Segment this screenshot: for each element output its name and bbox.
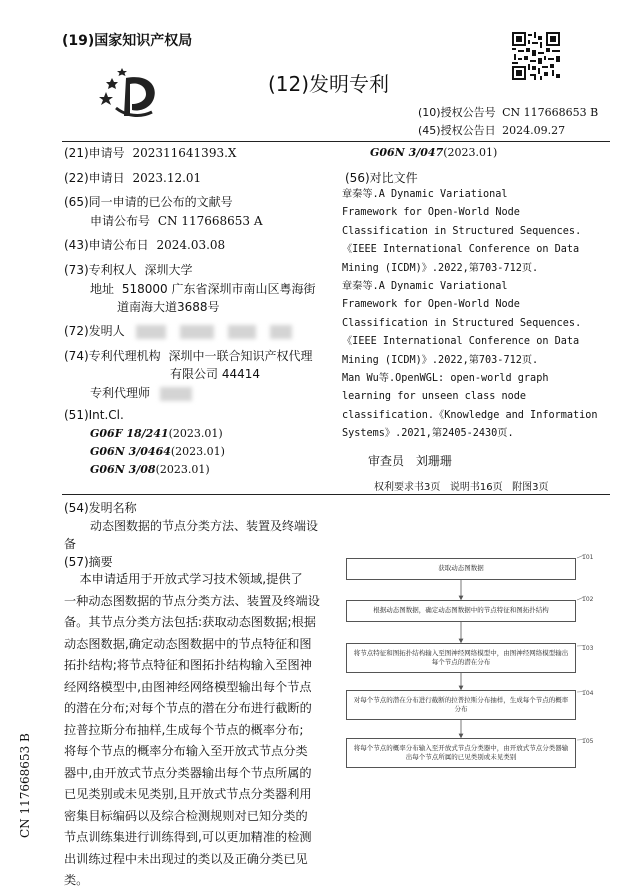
title-label: (54)发明名称 bbox=[64, 501, 137, 515]
grant-number-label: (10)授权公告号 bbox=[418, 106, 496, 119]
redacted-inventor-4 bbox=[270, 325, 292, 339]
publication-number: CN 117668653 A bbox=[157, 214, 263, 228]
abstract-line: 类。 bbox=[64, 873, 89, 887]
redacted-inventor-1 bbox=[136, 325, 166, 339]
invention-title-line-1: 动态图数据的节点分类方法、装置及终端设 bbox=[90, 519, 319, 533]
abstract-line: 节点训练集进行训练得到,可以更加精准的检测 bbox=[64, 830, 312, 844]
abstract-text bbox=[64, 569, 320, 892]
flow-step-number: 101 bbox=[582, 554, 594, 561]
address-line-1: 518000 广东省深圳市南山区粤海街 bbox=[121, 282, 316, 296]
ipc-code: G06N 3/08 bbox=[90, 463, 156, 476]
address-line-2: 道南海大道3688号 bbox=[117, 300, 220, 314]
publication-number-row bbox=[90, 212, 263, 229]
examiner-row bbox=[368, 452, 452, 469]
invention-title-line-2: 备 bbox=[64, 537, 77, 551]
agency-label: (74)专利代理机构 bbox=[64, 349, 161, 363]
grant-number: CN 117668653 B bbox=[502, 106, 599, 119]
patentee-label: (73)专利权人 bbox=[64, 263, 137, 277]
reference-line: Mining (ICDM)》.2022,第703-712页. bbox=[342, 262, 539, 274]
abstract-line: 备。其节点分类方法包括:获取动态图数据;根据 bbox=[64, 615, 316, 629]
reference-line: Framework for Open-World Node bbox=[342, 299, 520, 311]
inventor-label: (72)发明人 bbox=[64, 324, 125, 338]
grant-number-row bbox=[418, 104, 598, 120]
ipc-row-1 bbox=[90, 427, 223, 440]
abstract-line: 已见类别或未见类别,且开放式节点分类器利用 bbox=[64, 787, 312, 801]
application-number-label: (21)申请号 bbox=[64, 146, 125, 160]
reference-line: Classification in Structured Sequences. bbox=[342, 225, 582, 237]
agency-line-2: 有限公司 44414 bbox=[170, 367, 260, 381]
examiner: 刘珊珊 bbox=[415, 454, 452, 468]
references-label: (56)对比文件 bbox=[345, 171, 418, 185]
publication-date-row bbox=[64, 236, 225, 253]
agency-line-1: 深圳中一联合知识产权代理 bbox=[168, 349, 313, 363]
reference-line: classification.《Knowledge and Information bbox=[342, 409, 598, 421]
flow-step-number: 105 bbox=[582, 738, 594, 745]
abstract-line: 一种动态图数据的节点分类方法、装置及终端设 bbox=[64, 593, 320, 608]
references-block bbox=[342, 186, 598, 444]
ipc-date: (2023.01) bbox=[170, 445, 225, 458]
abstract-line: 经网络模型中,由图神经网络模型输出每个节点 bbox=[64, 679, 312, 694]
redacted-inventor-2 bbox=[180, 325, 214, 339]
prior-publication-label: (65)同一申请的已公布的文献号 bbox=[64, 195, 233, 209]
ipc-date: (2023.01) bbox=[155, 463, 210, 476]
agent-row bbox=[90, 384, 192, 401]
grant-date-row bbox=[418, 122, 565, 138]
leader-line bbox=[577, 554, 586, 558]
flow-step-102: 根据动态图数据，确定动态图数据中的节点特征和图拓扑结构 bbox=[346, 600, 576, 622]
agency-row bbox=[64, 347, 312, 364]
application-number: 202311641393.X bbox=[132, 146, 237, 160]
leader-line bbox=[577, 690, 586, 692]
application-date-row bbox=[64, 169, 201, 186]
abstract-label: (57)摘要 bbox=[64, 555, 113, 569]
ipc-code: G06N 3/0464 bbox=[90, 445, 171, 458]
reference-line: Classification in Structured Sequences. bbox=[342, 317, 582, 329]
reference-line: Mining (ICDM)》.2022,第703-712页. bbox=[342, 354, 539, 366]
int-cl-label: (51)Int.Cl. bbox=[64, 408, 124, 422]
ipc-code: G06F 18/241 bbox=[90, 427, 169, 440]
body-divider bbox=[62, 494, 610, 495]
flow-step-105: 将每个节点的概率分布输入至开放式节点分类器中，由开放式节点分类器输出每个节点所属的已见类别或未见类别 bbox=[346, 738, 576, 768]
address-row bbox=[90, 280, 315, 297]
redacted-inventor-3 bbox=[228, 325, 256, 339]
grant-date-label: (45)授权公告日 bbox=[418, 124, 496, 137]
flow-step-103: 将节点特征和图拓扑结构输入至图神经网络模型中，由图神经网络模型输出每个节点的潜在分布 bbox=[346, 643, 576, 673]
flow-step-101: 获取动态图数据 bbox=[346, 558, 576, 580]
abstract-line: 出训练过程中未出现过的类以及正确分类已见 bbox=[64, 851, 308, 866]
flow-step-104: 对每个节点的潜在分布进行截断的拉普拉斯分布抽样，生成每个节点的概率分布 bbox=[346, 690, 576, 720]
top-ipc-date: (2023.01) bbox=[443, 146, 498, 159]
abstract-line: 动态图数据,确定动态图数据中的节点特征和图 bbox=[64, 636, 312, 651]
abstract-line: 本申请适用于开放式学习技术领域,提供了 bbox=[64, 572, 303, 586]
reference-line: 《IEEE International Conference on Data bbox=[342, 244, 580, 256]
grant-date: 2024.09.27 bbox=[502, 124, 566, 137]
document-type: (12)发明专利 bbox=[268, 72, 390, 96]
ipc-date: (2023.01) bbox=[168, 427, 223, 440]
office-name: (19)国家知识产权局 bbox=[62, 33, 193, 49]
abstract-line: 拉普拉斯分布抽样,生成每个节点的概率分布; bbox=[64, 722, 304, 737]
patentee-row bbox=[64, 261, 192, 278]
leader-line bbox=[577, 738, 586, 740]
reference-line: Systems》.2021,第2405-2430页. bbox=[342, 428, 514, 440]
leader-line bbox=[577, 596, 586, 600]
reference-line: learning for unseen class node bbox=[342, 391, 527, 403]
flowchart-connectors bbox=[340, 550, 610, 775]
reference-line: Man Wu等.OpenWGL: open-world graph bbox=[342, 373, 549, 385]
reference-line: Framework for Open-World Node bbox=[342, 207, 520, 219]
application-date: 2023.12.01 bbox=[132, 171, 202, 185]
examiner-label: 审查员 bbox=[368, 454, 405, 468]
reference-line: 《IEEE International Conference on Data bbox=[342, 336, 580, 348]
publication-date-label: (43)申请公布日 bbox=[64, 238, 149, 252]
inventor-row bbox=[64, 322, 292, 339]
top-ipc-row bbox=[370, 146, 497, 159]
reference-line: 章秦等.A Dynamic Variational bbox=[342, 281, 508, 293]
agent-label: 专利代理师 bbox=[90, 386, 151, 400]
abstract-line: 拓扑结构;将节点特征和图拓扑结构输入至图神 bbox=[64, 658, 312, 672]
page-count-info: 权利要求书3页 说明书16页 附图3页 bbox=[374, 482, 549, 493]
top-ipc-code: G06N 3/047 bbox=[370, 146, 444, 159]
flow-step-number: 102 bbox=[582, 596, 594, 603]
abstract-line: 密集目标编码以及综合检测规则对已知分类的 bbox=[64, 808, 308, 823]
ipc-row-3 bbox=[90, 463, 210, 476]
redacted-agent bbox=[160, 387, 192, 401]
abstract-line: 的潜在分布;对每个节点的潜在分布进行截断的 bbox=[64, 701, 312, 715]
application-number-row bbox=[64, 144, 236, 161]
publication-number-label: 申请公布号 bbox=[90, 214, 151, 228]
publication-date: 2024.03.08 bbox=[156, 238, 226, 252]
cnipa-logo-icon bbox=[96, 64, 166, 120]
flow-step-number: 103 bbox=[582, 645, 594, 652]
header-divider bbox=[62, 141, 610, 142]
qr-code-icon bbox=[512, 32, 560, 80]
flow-step-number: 104 bbox=[582, 690, 594, 697]
side-patent-number: CN 117668653 B bbox=[18, 733, 32, 838]
patentee: 深圳大学 bbox=[144, 263, 193, 277]
leader-line bbox=[577, 645, 586, 646]
ipc-row-2 bbox=[90, 445, 225, 458]
application-date-label: (22)申请日 bbox=[64, 171, 125, 185]
abstract-line: 将每个节点的概率分布输入至开放式节点分类 bbox=[64, 744, 308, 758]
reference-line: 章秦等.A Dynamic Variational bbox=[342, 189, 508, 200]
address-label: 地址 bbox=[90, 282, 115, 296]
abstract-line: 器中,由开放式节点分类器输出每个节点所属的 bbox=[64, 765, 312, 780]
